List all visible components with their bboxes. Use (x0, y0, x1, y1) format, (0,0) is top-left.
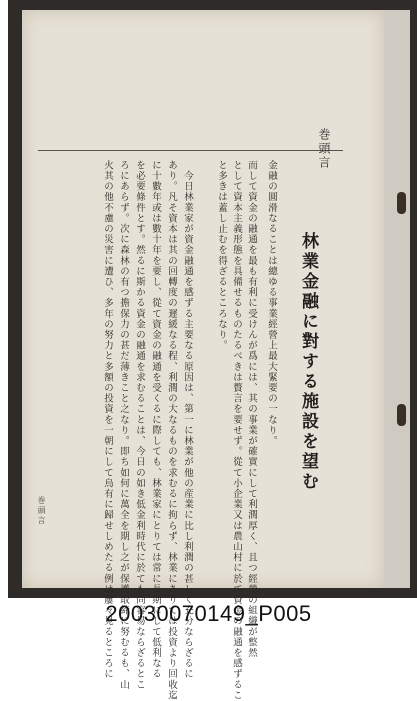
body-column: 今日林業家が資金融通を感ずる主要なる原因は、第一に林業が他の産業に比し利潤の甚しく充分ならざるに (182, 160, 193, 680)
header-rule (38, 150, 343, 151)
document-page (22, 10, 384, 588)
body-column: として資本主義形態を具備せるものたるべきは贅言を要せず。從て小企業又は農山村に於て資金の融通を感ずるこ (231, 160, 242, 701)
body-column: に十數年或は數十年を要し、從て資金の融通を受くるに際しても、林業家にとりては常に長期にして低利なる (150, 160, 161, 680)
body-column: 火其の他不慮の災害に遭ひ、多年の努力と多額の投資を一朝にして烏有に歸せしめたる例は屢々見るところに (102, 160, 113, 680)
binding-clip-bottom (397, 404, 406, 426)
body-column: を必要條件とす。然るに斯かる資金の融通を求むることは、今日の如き低金利時代に於ても尚容易ならざるとこ (134, 160, 145, 690)
article-title: 林業金融に對する施設を望む (298, 232, 318, 492)
body-column: ろにあらず。次に森林の有つ擔保力の甚だ薄きこと之なり。即ち如何に萬全を期し之が保護取締に努むるも、山 (118, 160, 129, 690)
page-spine-margin (384, 10, 410, 588)
footer-label: 巻頭言 (37, 496, 46, 526)
image-caption: 20030070149_P005 (105, 601, 312, 626)
body-column: と多きは蓋し止むを得ざるところなり。 (216, 160, 227, 351)
binding-clip-top (397, 192, 406, 214)
header-label: 巻頭言 (317, 128, 331, 170)
body-column: 金融の圓滑なることは總ゆる事業經營上最大緊要の一なり。 (266, 160, 277, 447)
body-column: あり。凡そ資本は其の回轉度の遲緩なる程、利潤の大なるものを求むるに拘らず、林業にありては投資より回收迄 (166, 160, 177, 701)
body-column: 而して資金の融通を最も有利に受けんが爲には、其の事業が確實にして利潤厚く、且つ經營の組織が整然 (246, 160, 257, 659)
